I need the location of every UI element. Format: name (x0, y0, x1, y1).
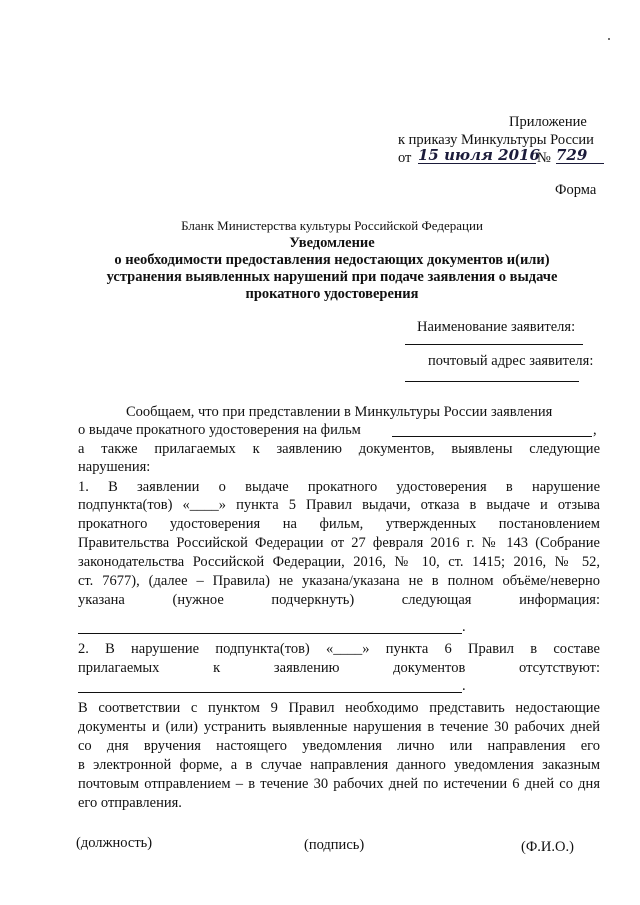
item2-end-period: . (462, 678, 466, 694)
item1-line-1: 1. В заявлении о выдаче прокатного удостоверения в нарушение (78, 479, 600, 495)
closing-line-1: В соответствии с пунктом 9 Правил необходимо представить недостающие (78, 700, 600, 716)
film-title-blank (392, 436, 592, 437)
closing-line-3: со дня вручения настоящего уведомления лично или направления его (78, 738, 600, 754)
item2-documents-blank (78, 692, 462, 693)
applicant-name-label: Наименование заявителя: (417, 319, 576, 335)
closing-line-6: его отправления. (78, 795, 182, 811)
item1-line-3: прокатного удостоверения на фильм, утвержденных постановлением (78, 516, 600, 532)
handwritten-date: 15 июля 2016 (418, 146, 540, 164)
applicant-name-blank (405, 344, 583, 345)
notice-heading: Уведомление (289, 235, 375, 251)
item1-info-blank (78, 633, 462, 634)
intro-line-3: а также прилагаемых к заявлению документов, выявлены следующие (78, 441, 600, 457)
closing-line-5: почтовым отправлением – в течение 30 рабочих дней по истечении 6 дней со дня (78, 776, 600, 792)
intro-comma: , (593, 422, 597, 438)
item1-line-5: законодательства Российской Федерации, 2016, № 10, ст. 1415; 2016, № 52, (78, 554, 600, 570)
notice-title-line-1: о необходимости предоставления недостающих документов и(или) (114, 252, 550, 268)
order-reference: к приказу Минкультуры России (398, 132, 594, 148)
item2-line-2: прилагаемых к заявлению документов отсутствуют: (78, 660, 600, 676)
notice-title-line-3: прокатного удостоверения (245, 286, 419, 302)
intro-line-1: Сообщаем, что при представлении в Минкультуры России заявления (126, 404, 553, 420)
scan-speck (608, 38, 610, 40)
number-sign: № (537, 150, 551, 166)
notice-title-line-2: устранения выявленных нарушений при подаче заявления о выдаче (106, 269, 558, 285)
item1-line-7: указана (нужное подчеркнуть) следующая информация: (78, 592, 600, 608)
closing-line-2: документы и (или) устранить выявленные нарушения в течение 30 рабочих дней (78, 719, 600, 735)
handwritten-number: 729 (556, 147, 604, 164)
date-prefix: от (398, 150, 412, 166)
intro-line-4: нарушения: (78, 459, 151, 475)
applicant-address-blank (405, 381, 579, 382)
item1-end-period: . (462, 619, 466, 635)
item1-line-2: подпункта(тов) «____» пункта 5 Правил выдачи, отказа в выдаче и отзыва (78, 497, 600, 513)
appendix-label: Приложение (509, 114, 587, 130)
item1-line-4: Правительства Российской Федерации от 27 февраля 2016 г. № 143 (Собрание (78, 535, 600, 551)
item1-line-6: ст. 7677), (далее – Правила) не указана/указана не в полном объёме/неверно (78, 573, 600, 589)
item2-line-1: 2. В нарушение подпункта(тов) «____» пункта 6 Правил в составе (78, 641, 600, 657)
applicant-address-label: почтовый адрес заявителя: (428, 353, 594, 369)
intro-line-2: о выдаче прокатного удостоверения на фильм (78, 422, 361, 438)
signature-sign-label: (подпись) (304, 837, 365, 853)
form-label: Форма (555, 182, 597, 198)
signature-fio-label: (Ф.И.О.) (521, 839, 574, 855)
ministry-blank-label: Бланк Министерства культуры Российской Федерации (181, 218, 483, 233)
signature-position-label: (должность) (76, 835, 153, 851)
closing-line-4: в электронной форме, а в случае направления данного уведомления заказным (78, 757, 600, 773)
